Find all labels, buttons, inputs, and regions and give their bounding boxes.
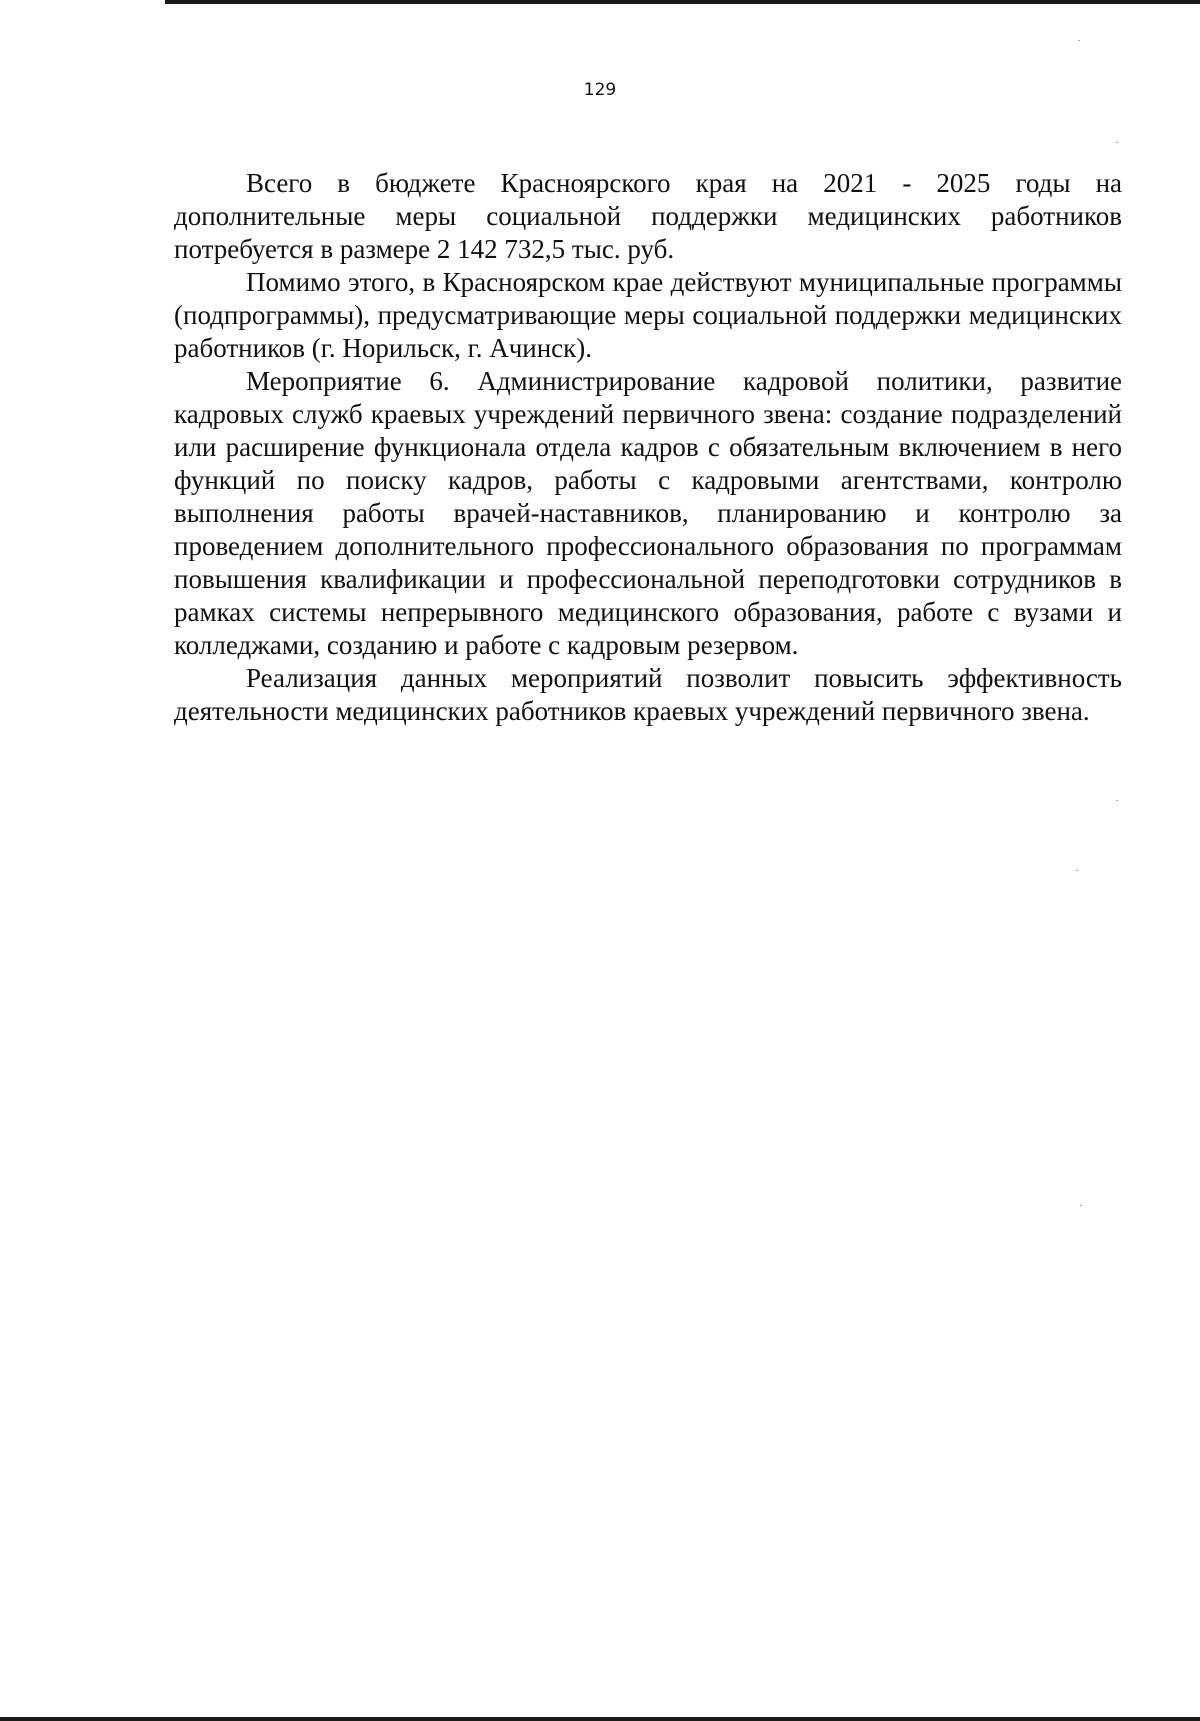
- paragraph-budget: Всего в бюджете Красноярского края на 2021 - 2025 годы на дополнительные меры социальной поддержки медицинских работников потребуется в размере 2 142 732,5 тыс. руб.: [174, 168, 1122, 264]
- scan-speck: [1116, 142, 1118, 143]
- paragraph-conclusion: Реализация данных мероприятий позволит повысить эффективность деятельности медицинских работников краевых учреждений первичного звена.: [174, 663, 1122, 726]
- paragraph-measure-6: Мероприятие 6. Администрирование кадровой политики, развитие кадровых служб краевых учреждений первичного звена: создание подразделений или расширение функционала отдела кадров с обязательным включением в него функций по поиску кадров, работы с кадровыми агентствами, контролю выполнения работы врачей-наставников, планированию и контролю за проведением дополнительного профессионального образования по программам повышения квалификации и профессиональной переподготовки сотрудников в рамках системы непрерывного медицинского образования, работе с вузами и колледжами, созданию и работе с кадровым резервом.: [174, 366, 1122, 660]
- scan-speck: [1080, 1205, 1082, 1206]
- paragraph-municipal-programs: Помимо этого, в Красноярском крае действуют муниципальные программы (подпрограммы), предусматривающие меры социальной поддержки медицинских работников (г. Норильск, г. Ачинск).: [174, 267, 1122, 363]
- page-number: 129: [583, 80, 617, 100]
- scan-speck: [1078, 40, 1080, 41]
- scan-bottom-edge: [0, 1717, 1200, 1721]
- document-body: [174, 167, 1122, 728]
- scan-speck: [1116, 800, 1118, 801]
- scan-speck: [1076, 870, 1078, 871]
- scan-top-edge: [165, 0, 1200, 4]
